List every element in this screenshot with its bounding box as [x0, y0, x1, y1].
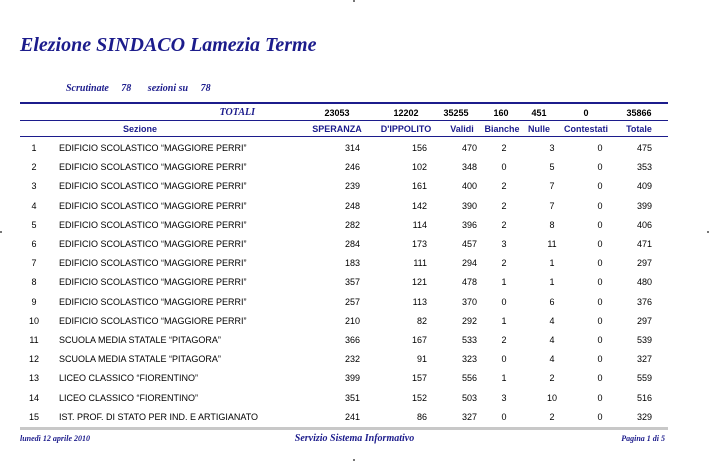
cell-dippolito: 157 — [411, 373, 427, 384]
cell-totale: 475 — [636, 143, 652, 153]
cell-validi: 503 — [461, 392, 477, 403]
scrutinate-label: Scrutinate — [66, 83, 109, 94]
cell-speranza: 284 — [344, 239, 360, 249]
cell-contestati: 0 — [597, 258, 603, 269]
scrutinate-total: 78 — [200, 83, 211, 94]
cell-sezione: EDIFICIO SCOLASTICO “MAGGIORE PERRI” — [59, 219, 247, 230]
cell-bianche: 3 — [501, 392, 507, 403]
cell-contestati: 0 — [597, 354, 603, 365]
cell-dippolito: 91 — [416, 354, 427, 365]
totals-speranza: 23053 — [324, 108, 350, 118]
cell-validi: 556 — [461, 373, 477, 384]
cell-validi: 470 — [461, 143, 477, 153]
cell-dippolito: 113 — [412, 296, 427, 307]
cell-totale: 376 — [636, 296, 652, 307]
cell-sezione: LICEO CLASSICO “FIORENTINO” — [59, 373, 199, 384]
scrutinate-summary — [66, 83, 211, 94]
cell-sezione: EDIFICIO SCOLASTICO “MAGGIORE PERRI” — [59, 315, 247, 326]
cell-validi: 348 — [461, 162, 477, 173]
page-title: Elezione SINDACO Lamezia Terme — [20, 34, 317, 56]
cell-sezione: EDIFICIO SCOLASTICO “MAGGIORE PERRI” — [59, 181, 247, 192]
cell-bianche: 2 — [501, 335, 507, 345]
cell-nulle: 8 — [549, 219, 555, 230]
header-dippolito: D'IPPOLITO — [380, 124, 432, 134]
cell-totale: 559 — [636, 373, 652, 384]
cell-validi: 533 — [461, 335, 477, 345]
cell-validi: 457 — [461, 239, 477, 249]
cell-sezione: LICEO CLASSICO “FIORENTINO” — [59, 392, 199, 403]
cell-sezione: EDIFICIO SCOLASTICO “MAGGIORE PERRI” — [59, 296, 247, 307]
cell-nulle: 4 — [549, 354, 555, 365]
cell-bianche: 3 — [501, 239, 507, 249]
cell-bianche: 0 — [501, 162, 507, 173]
cell-totale: 406 — [636, 219, 652, 230]
totals-nulle: 451 — [531, 108, 547, 118]
cell-dippolito: 82 — [416, 315, 427, 326]
cell-totale: 480 — [636, 277, 652, 288]
cell-nulle: 2 — [549, 411, 555, 422]
cell-dippolito: 167 — [411, 335, 427, 345]
totals-rule — [20, 120, 668, 121]
cell-validi: 327 — [461, 411, 477, 422]
header-nulle: Nulle — [527, 124, 550, 134]
cell-nulle: 10 — [546, 392, 557, 403]
cell-dippolito: 102 — [411, 162, 427, 173]
footer-rule — [20, 427, 668, 430]
cell-totale: 399 — [636, 200, 652, 211]
scrutinate-count: 78 — [121, 83, 132, 94]
cell-sezione: IST. PROF. DI STATO PER IND. E ARTIGIANATO — [59, 411, 259, 422]
header-speranza: SPERANZA — [312, 124, 362, 134]
cell-n: 3 — [31, 181, 37, 192]
cell-n: 2 — [31, 162, 37, 173]
cell-nulle: 2 — [549, 373, 555, 384]
totals-bianche: 160 — [493, 108, 509, 118]
cell-speranza: 366 — [344, 335, 360, 345]
cell-n: 9 — [31, 296, 37, 307]
cell-sezione: SCUOLA MEDIA STATALE “PITAGORA” — [59, 354, 221, 365]
cell-speranza: 282 — [344, 219, 360, 230]
cell-n: 15 — [28, 411, 39, 422]
cell-speranza: 257 — [344, 296, 360, 307]
cell-bianche: 2 — [501, 219, 507, 230]
cell-sezione: SCUOLA MEDIA STATALE “PITAGORA” — [59, 335, 221, 345]
cell-contestati: 0 — [597, 219, 603, 230]
cell-totale: 329 — [636, 411, 652, 422]
cell-totale: 409 — [636, 181, 652, 192]
cell-validi: 294 — [461, 258, 477, 269]
cell-validi: 396 — [461, 219, 477, 230]
cell-nulle: 11 — [547, 239, 557, 249]
cell-bianche: 0 — [501, 411, 507, 422]
cell-sezione: EDIFICIO SCOLASTICO “MAGGIORE PERRI” — [59, 277, 247, 288]
cell-sezione: EDIFICIO SCOLASTICO “MAGGIORE PERRI” — [59, 200, 247, 211]
cell-speranza: 210 — [344, 315, 360, 326]
cell-totale: 297 — [636, 258, 652, 269]
cell-totale: 539 — [636, 335, 652, 345]
cell-n: 14 — [28, 392, 39, 403]
header-contestati: Contestati — [563, 124, 608, 134]
cell-n: 4 — [31, 200, 37, 211]
cell-totale: 327 — [636, 354, 652, 365]
cell-contestati: 0 — [597, 239, 603, 249]
header-totale: Totale — [626, 124, 652, 134]
cell-n: 5 — [31, 219, 37, 230]
cell-contestati: 0 — [597, 200, 603, 211]
header-sezione: Sezione — [122, 124, 157, 134]
cell-sezione: EDIFICIO SCOLASTICO “MAGGIORE PERRI” — [59, 258, 247, 269]
cell-dippolito: 161 — [411, 181, 427, 192]
cell-bianche: 1 — [501, 277, 507, 288]
cell-n: 6 — [31, 239, 37, 249]
cell-nulle: 4 — [549, 335, 555, 345]
cell-contestati: 0 — [597, 162, 603, 173]
cell-speranza: 357 — [344, 277, 360, 288]
header-bianche: Bianche — [484, 124, 520, 134]
cell-speranza: 248 — [344, 200, 360, 211]
cell-nulle: 1 — [549, 258, 555, 269]
cell-bianche: 0 — [501, 296, 507, 307]
cell-nulle: 6 — [549, 296, 555, 307]
table-top-rule — [20, 102, 668, 104]
cell-dippolito: 156 — [411, 143, 427, 153]
cell-n: 10 — [28, 315, 39, 326]
cell-bianche: 0 — [501, 354, 507, 365]
cell-contestati: 0 — [597, 411, 603, 422]
cell-speranza: 351 — [344, 392, 360, 403]
cell-nulle: 4 — [549, 315, 555, 326]
cell-bianche: 2 — [501, 181, 507, 192]
cell-contestati: 0 — [597, 143, 603, 153]
cell-speranza: 239 — [344, 181, 360, 192]
footer-date: lunedì 12 aprile 2010 — [20, 434, 91, 443]
cell-contestati: 0 — [597, 277, 603, 288]
cell-sezione: EDIFICIO SCOLASTICO “MAGGIORE PERRI” — [59, 239, 247, 249]
cell-validi: 370 — [461, 296, 477, 307]
registration-mark-top — [353, 0, 355, 2]
footer-page: Pagina 1 di 5 — [621, 434, 665, 443]
totals-dippolito: 12202 — [393, 108, 419, 118]
cell-contestati: 0 — [597, 335, 603, 345]
cell-bianche: 1 — [501, 373, 507, 384]
cell-dippolito: 152 — [411, 392, 427, 403]
cell-speranza: 399 — [344, 373, 360, 384]
cell-totale: 516 — [636, 392, 652, 403]
cell-speranza: 241 — [344, 411, 360, 422]
cell-totale: 353 — [636, 162, 652, 173]
cell-dippolito: 86 — [416, 411, 427, 422]
cell-bianche: 1 — [501, 315, 507, 326]
totals-label: TOTALI — [219, 107, 255, 118]
cell-nulle: 3 — [549, 143, 555, 153]
cell-validi: 390 — [461, 200, 477, 211]
cell-n: 12 — [28, 354, 39, 365]
cell-contestati: 0 — [597, 181, 603, 192]
registration-mark-left — [0, 231, 2, 233]
cell-sezione: EDIFICIO SCOLASTICO “MAGGIORE PERRI” — [59, 143, 247, 153]
cell-bianche: 2 — [501, 143, 507, 153]
cell-n: 8 — [31, 277, 37, 288]
scrutinate-middle: sezioni su — [147, 83, 189, 94]
cell-n: 7 — [31, 258, 37, 269]
cell-nulle: 7 — [549, 200, 555, 211]
totals-validi: 35255 — [443, 108, 469, 118]
totals-contestati: 0 — [583, 108, 589, 118]
cell-dippolito: 173 — [411, 239, 427, 249]
cell-n: 11 — [29, 335, 39, 345]
cell-bianche: 2 — [501, 258, 507, 269]
cell-dippolito: 142 — [411, 200, 427, 211]
cell-dippolito: 121 — [411, 277, 427, 288]
cell-dippolito: 114 — [412, 219, 427, 230]
cell-validi: 478 — [461, 277, 477, 288]
cell-n: 1 — [31, 143, 37, 153]
header-validi: Validi — [450, 124, 474, 134]
cell-validi: 323 — [461, 354, 477, 365]
cell-speranza: 314 — [344, 143, 360, 153]
cell-n: 13 — [28, 373, 39, 384]
cell-contestati: 0 — [597, 296, 603, 307]
cell-totale: 297 — [636, 315, 652, 326]
cell-bianche: 2 — [501, 200, 507, 211]
cell-validi: 292 — [461, 315, 477, 326]
cell-validi: 400 — [461, 181, 477, 192]
cell-nulle: 1 — [549, 277, 555, 288]
cell-speranza: 232 — [344, 354, 360, 365]
cell-speranza: 246 — [344, 162, 360, 173]
cell-contestati: 0 — [597, 392, 603, 403]
cell-sezione: EDIFICIO SCOLASTICO “MAGGIORE PERRI” — [59, 162, 247, 173]
cell-speranza: 183 — [344, 258, 360, 269]
cell-nulle: 5 — [549, 162, 555, 173]
cell-contestati: 0 — [597, 315, 603, 326]
footer-center: Servizio Sistema Informativo — [294, 433, 415, 444]
cell-nulle: 7 — [549, 181, 555, 192]
cell-contestati: 0 — [597, 373, 603, 384]
totals-totale: 35866 — [626, 108, 652, 118]
cell-dippolito: 111 — [413, 258, 427, 269]
cell-totale: 471 — [636, 239, 652, 249]
header-rule — [20, 136, 668, 137]
